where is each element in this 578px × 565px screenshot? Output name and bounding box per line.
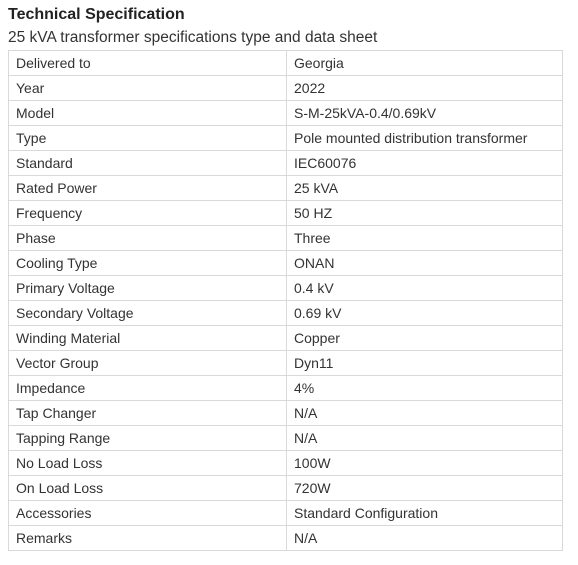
- table-row: [9, 301, 563, 326]
- spec-value: 4%: [287, 376, 563, 401]
- spec-label: On Load Loss: [9, 476, 287, 501]
- spec-value: Three: [287, 226, 563, 251]
- spec-value: N/A: [287, 401, 563, 426]
- table-row: [9, 376, 563, 401]
- spec-value: Copper: [287, 326, 563, 351]
- table-row: [9, 201, 563, 226]
- spec-label: Tapping Range: [9, 426, 287, 451]
- spec-label: Delivered to: [9, 51, 287, 76]
- spec-value: IEC60076: [287, 151, 563, 176]
- table-row: [9, 151, 563, 176]
- spec-value: Georgia: [287, 51, 563, 76]
- spec-label: Type: [9, 126, 287, 151]
- spec-label: Rated Power: [9, 176, 287, 201]
- spec-label: Impedance: [9, 376, 287, 401]
- spec-value: 720W: [287, 476, 563, 501]
- spec-table-body: [9, 51, 563, 551]
- spec-table: [8, 50, 563, 551]
- table-row: [9, 501, 563, 526]
- table-row: [9, 76, 563, 101]
- table-row: [9, 351, 563, 376]
- spec-value: N/A: [287, 426, 563, 451]
- spec-value: 0.4 kV: [287, 276, 563, 301]
- spec-value: 2022: [287, 76, 563, 101]
- table-row: [9, 401, 563, 426]
- table-row: [9, 101, 563, 126]
- spec-value: Dyn11: [287, 351, 563, 376]
- spec-label: Year: [9, 76, 287, 101]
- spec-label: Cooling Type: [9, 251, 287, 276]
- spec-label: Standard: [9, 151, 287, 176]
- table-row: [9, 326, 563, 351]
- spec-label: Frequency: [9, 201, 287, 226]
- spec-value: N/A: [287, 526, 563, 551]
- section-subtitle: 25 kVA transformer specifications type and data sheet: [8, 29, 378, 46]
- table-row: [9, 126, 563, 151]
- section-title: Technical Specification: [8, 6, 185, 23]
- spec-label: Vector Group: [9, 351, 287, 376]
- spec-value: Pole mounted distribution transformer: [287, 126, 563, 151]
- spec-value: 0.69 kV: [287, 301, 563, 326]
- spec-value: Standard Configuration: [287, 501, 563, 526]
- table-row: [9, 526, 563, 551]
- spec-label: Phase: [9, 226, 287, 251]
- spec-value: 100W: [287, 451, 563, 476]
- table-row: [9, 251, 563, 276]
- spec-label: No Load Loss: [9, 451, 287, 476]
- spec-value: 25 kVA: [287, 176, 563, 201]
- table-row: [9, 276, 563, 301]
- spec-value: 50 HZ: [287, 201, 563, 226]
- spec-label: Remarks: [9, 526, 287, 551]
- spec-label: Tap Changer: [9, 401, 287, 426]
- table-row: [9, 451, 563, 476]
- spec-label: Winding Material: [9, 326, 287, 351]
- spec-label: Accessories: [9, 501, 287, 526]
- spec-value: S-M-25kVA-0.4/0.69kV: [287, 101, 563, 126]
- spec-label: Secondary Voltage: [9, 301, 287, 326]
- table-row: [9, 426, 563, 451]
- table-row: [9, 476, 563, 501]
- spec-label: Model: [9, 101, 287, 126]
- spec-label: Primary Voltage: [9, 276, 287, 301]
- spec-value: ONAN: [287, 251, 563, 276]
- table-row: [9, 226, 563, 251]
- table-row: [9, 51, 563, 76]
- table-row: [9, 176, 563, 201]
